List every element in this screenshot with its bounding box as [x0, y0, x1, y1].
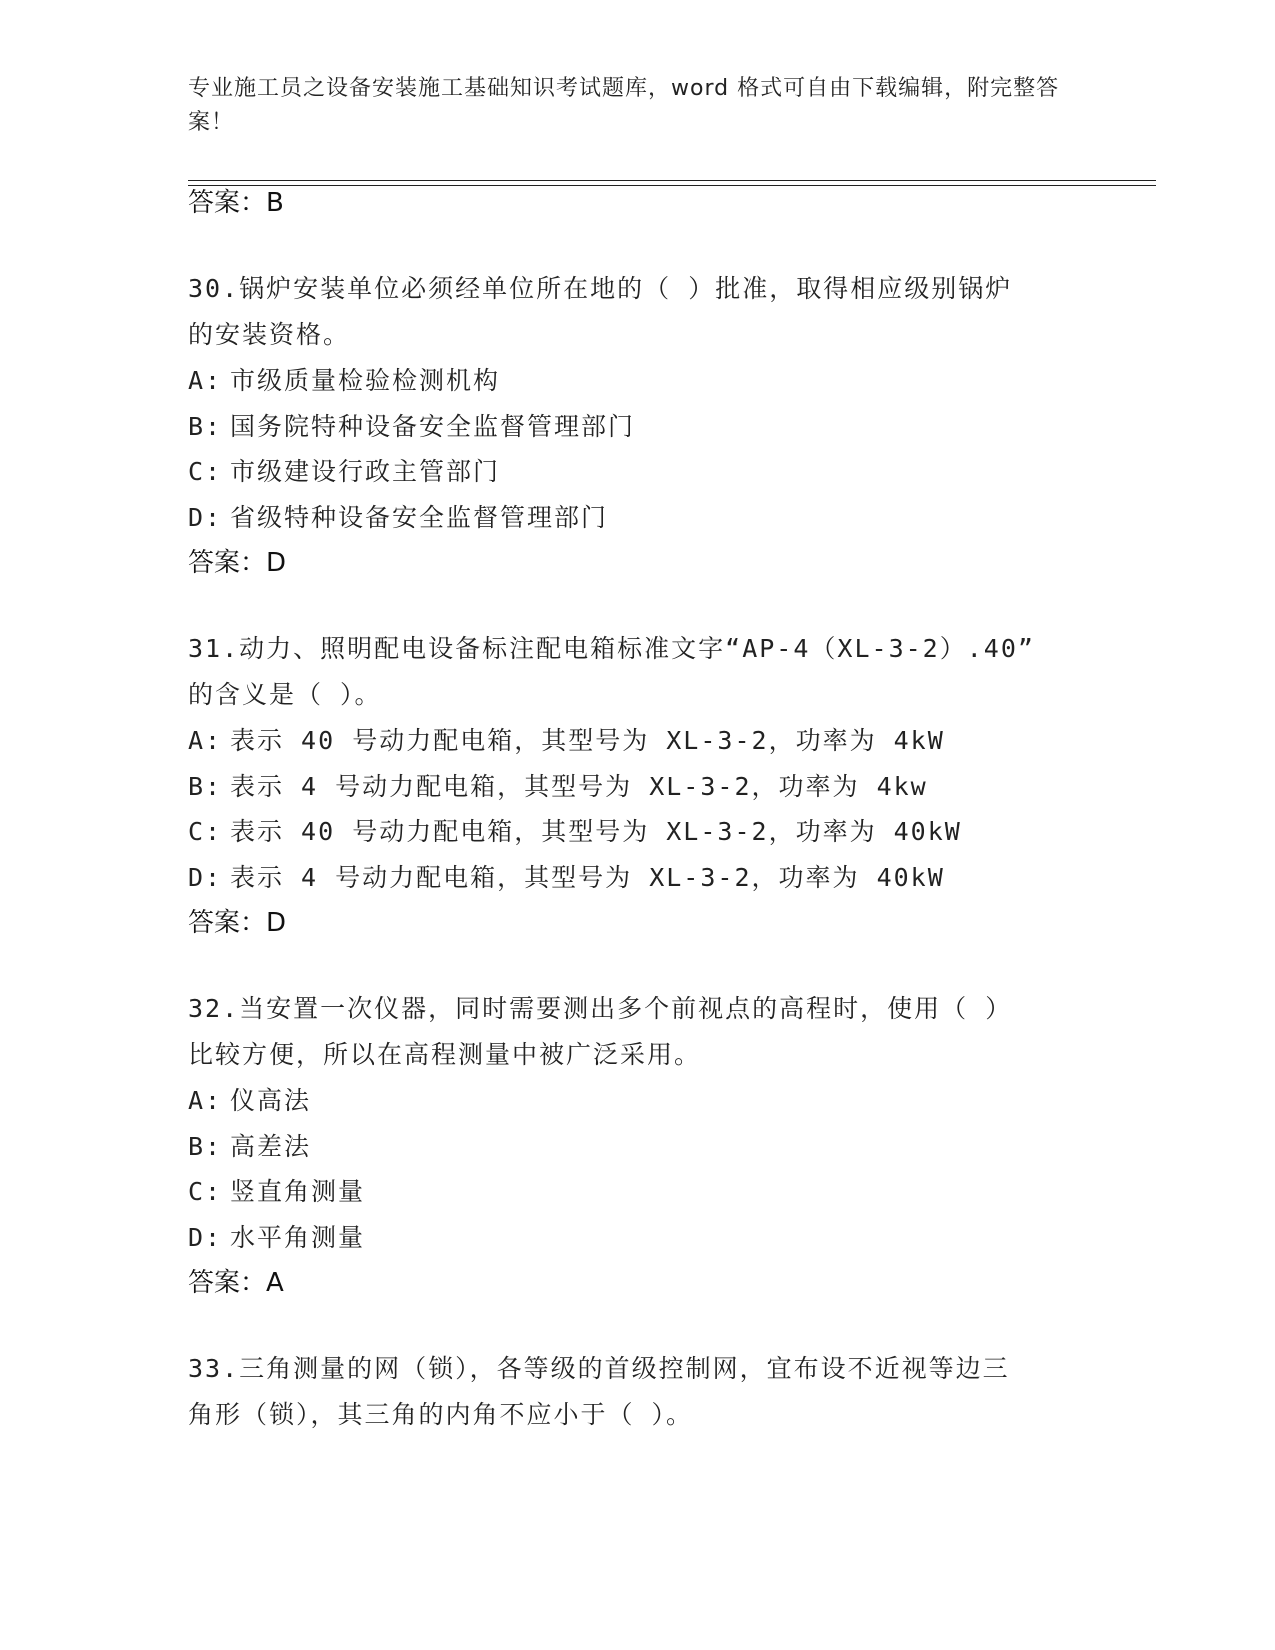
question-stem: 30.锅炉安装单位必须经单位所在地的（ ）批准，取得相应级别锅炉: [188, 274, 1013, 303]
option-key: B:: [188, 411, 223, 441]
option-text: 省级特种设备安全监督管理部门: [230, 502, 609, 532]
option-a: [188, 1078, 1088, 1124]
option-d: [188, 855, 1088, 901]
option-key: D:: [188, 862, 223, 892]
option-text: 仪高法: [230, 1086, 312, 1115]
answer-q31: 答案：D: [188, 908, 287, 938]
question-stem: 32.当安置一次仪器，同时需要测出多个前视点的高程时，使用（ ）: [188, 994, 1013, 1023]
option-key: A:: [188, 1086, 223, 1115]
option-key: D:: [188, 1222, 223, 1252]
option-text: 表示 4 号动力配电箱，其型号为 XL-3-2，功率为 4kw: [230, 771, 928, 801]
option-a: [188, 718, 1088, 764]
option-key: A:: [188, 366, 223, 395]
option-text: 表示 4 号动力配电箱，其型号为 XL-3-2，功率为 40kW: [230, 862, 945, 892]
option-key: C:: [188, 817, 223, 846]
question-33: [188, 1346, 1088, 1438]
option-text: 表示 40 号动力配电箱，其型号为 XL-3-2，功率为 4kW: [230, 726, 945, 755]
option-b: [188, 764, 1088, 810]
option-text: 竖直角测量: [230, 1177, 366, 1206]
question-stem-continued: 比较方便，所以在高程测量中被广泛采用。: [188, 1040, 702, 1069]
question-stem-continued: 的安装资格。: [188, 320, 351, 349]
question-32: [188, 986, 1088, 1260]
option-c: [188, 809, 1088, 855]
question-31: [188, 626, 1088, 900]
option-text: 市级建设行政主管部门: [230, 457, 501, 486]
question-stem-continued: 角形（锁），其三角的内角不应小于（ ）。: [188, 1400, 694, 1429]
option-key: A:: [188, 726, 223, 755]
option-text: 市级质量检验检测机构: [230, 366, 501, 395]
option-text: 高差法: [230, 1131, 312, 1161]
option-d: [188, 495, 1088, 541]
option-key: B:: [188, 771, 223, 801]
answer-q30: 答案：D: [188, 548, 287, 578]
question-stem: 31.动力、照明配电设备标注配电箱标准文字“AP-4（XL-3-2）.40”: [188, 634, 1035, 663]
option-key: C:: [188, 457, 223, 486]
answer-q32: 答案：A: [188, 1268, 284, 1298]
option-a: [188, 358, 1088, 404]
option-c: [188, 449, 1088, 495]
option-text: 水平角测量: [230, 1222, 366, 1252]
question-stem: 33.三角测量的网（锁），各等级的首级控制网，宜布设不近视等边三: [188, 1354, 1010, 1383]
page-header: 专业施工员之设备安装施工基础知识考试题库，word 格式可自由下载编辑，附完整答案！: [188, 76, 1060, 135]
question-stem-continued: 的含义是（ ）。: [188, 680, 382, 709]
answer-q29: 答案：B: [188, 188, 284, 218]
option-d: [188, 1215, 1088, 1261]
question-30: [188, 266, 1088, 540]
option-key: C:: [188, 1177, 223, 1206]
option-b: [188, 1124, 1088, 1170]
option-key: B:: [188, 1131, 223, 1161]
header-divider: [188, 180, 1156, 186]
option-text: 国务院特种设备安全监督管理部门: [230, 411, 636, 441]
option-text: 表示 40 号动力配电箱，其型号为 XL-3-2，功率为 40kW: [230, 817, 962, 846]
option-c: [188, 1169, 1088, 1215]
option-b: [188, 404, 1088, 450]
option-key: D:: [188, 502, 223, 532]
